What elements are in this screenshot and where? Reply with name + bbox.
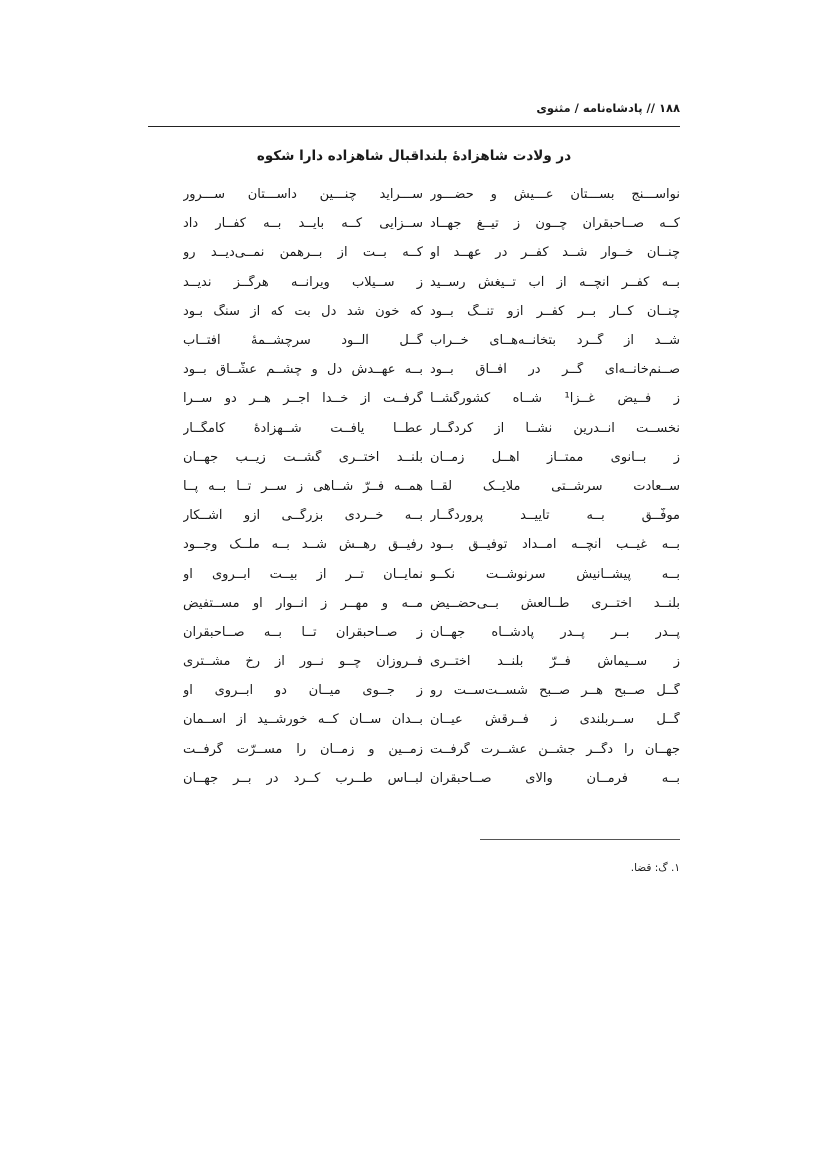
hemistich-right: جهــان را دگــر جشــن عشــرت گرفــت bbox=[430, 741, 680, 757]
hemistich-left: ســـراید چنـــین داســـتان ســـرور bbox=[183, 187, 423, 203]
footnote-rule bbox=[480, 839, 680, 840]
hemistich-left: بلنــد اختــری گشــت زیــب جهــان bbox=[183, 449, 423, 465]
couplet bbox=[148, 676, 680, 705]
hemistich-right: بــه غیــب آنچــه امــداد توفیــق بــود bbox=[430, 537, 680, 553]
hemistich-right: ســعادت سرشــتی ملایــک لقــا bbox=[430, 478, 680, 494]
hemistich-left: زمــین و زمــان را مســرّت گرفــت bbox=[183, 741, 423, 757]
couplet bbox=[148, 764, 680, 793]
hemistich-right: نواســـنج بســـتان عـــیش و حضـــور bbox=[430, 187, 680, 203]
hemistich-left: بــدان ســان کــه خورشــید از آســمان bbox=[183, 712, 423, 728]
hemistich-left: ز صــاحبقران تــا بــه صــاحبقران bbox=[183, 624, 423, 640]
hemistich-left: که خون شد دل بت که از سنگ بـود bbox=[183, 303, 423, 319]
hemistich-right: نخســت انــدرین نشــأ از کردگــار bbox=[430, 420, 680, 436]
couplet bbox=[148, 268, 680, 297]
couplet bbox=[148, 647, 680, 676]
hemistich-right: گــل صــبح هــر صــبح شســت‌ســت رو bbox=[430, 683, 680, 699]
hemistich-right: گــل ســربلندی ز فــرقش عیــان bbox=[430, 712, 680, 728]
couplet bbox=[148, 589, 680, 618]
couplet bbox=[148, 384, 680, 413]
footnote: ۱. گ: قضا. bbox=[630, 862, 680, 874]
hemistich-right: شــد از گــرد بتخانــه‌هــای خــراب bbox=[430, 333, 680, 349]
couplet bbox=[148, 209, 680, 238]
hemistich-right: بــه فرمــان والای صــاحبقران bbox=[430, 770, 680, 786]
hemistich-left: ز جــوی میــان دو ابــروی او bbox=[183, 683, 423, 699]
hemistich-right: پــدر بــر پــدر پادشــاه جهــان bbox=[430, 624, 680, 640]
couplet bbox=[148, 414, 680, 443]
couplet bbox=[148, 735, 680, 764]
running-header: ۱۸۸ // پادشاه‌نامه / مثنوی bbox=[536, 101, 680, 115]
couplet bbox=[148, 443, 680, 472]
poem bbox=[148, 180, 680, 793]
hemistich-left: لبــاس طــرب کــرد در بــر جهــان bbox=[183, 770, 423, 786]
couplet bbox=[148, 326, 680, 355]
couplet bbox=[148, 618, 680, 647]
couplet bbox=[148, 559, 680, 588]
hemistich-left: عطــا یافــت شــهزادهٔ کامگــار bbox=[183, 420, 423, 436]
hemistich-left: مــه و مهــر ز انــوار او مســتفیض bbox=[183, 595, 423, 611]
hemistich-right: کــه صــاحبقران چــون ز تیــغ جهــاد bbox=[430, 216, 680, 232]
hemistich-left: بــه خــردی بزرگــی ازو آشــکار bbox=[183, 508, 423, 524]
couplet bbox=[148, 472, 680, 501]
hemistich-left: ســزایی کــه بایــد بــه کفــار داد bbox=[183, 216, 423, 232]
hemistich-left: فــروزان چــو نــور از رخ مشــتری bbox=[183, 654, 423, 670]
couplet bbox=[148, 355, 680, 384]
hemistich-right: بلنــد اختــری طــالعش بــی‌حضــیض bbox=[430, 595, 680, 611]
couplet bbox=[148, 501, 680, 530]
couplet bbox=[148, 180, 680, 209]
couplet bbox=[148, 705, 680, 734]
couplet bbox=[148, 530, 680, 559]
hemistich-right: ز بــانوی ممتــاز اهــل زمــان bbox=[430, 449, 680, 465]
hemistich-right: بــه کفــر آنچــه از آب تــیغش رســید bbox=[430, 274, 680, 290]
hemistich-left: رفیــق رهــش شــد بــه ملــک وجــود bbox=[183, 537, 423, 553]
hemistich-left: کــه بــت از بــرهمن نمــی‌دیــد رو bbox=[183, 245, 423, 261]
couplet bbox=[148, 238, 680, 267]
hemistich-left: بــه عهــدش دل و چشــم عشّــاق بــود bbox=[183, 362, 423, 378]
hemistich-left: گرفــت از خــدا اجــر هــر دو ســرا bbox=[183, 391, 423, 407]
hemistich-left: گــل آلــود سرچشــمهٔ آفتــاب bbox=[183, 333, 423, 349]
hemistich-right: چنــان کــار بــر کفــر ازو تنــگ بــود bbox=[430, 303, 680, 319]
hemistich-right: ز فــیض غــزا¹ شــاه کشورگشــا bbox=[430, 391, 680, 407]
hemistich-right: بــه پیشــانیش سرنوشــت نکــو bbox=[430, 566, 680, 582]
hemistich-right: چنــان خــوار شــد کفــر در عهــد او bbox=[430, 245, 680, 261]
header-rule bbox=[148, 126, 680, 127]
couplet bbox=[148, 297, 680, 326]
hemistich-left: نمایــان تــر از بیــت ابــروی او bbox=[183, 566, 423, 582]
hemistich-left: ز ســیلاب ویرانــه هرگــز ندیــد bbox=[183, 274, 423, 290]
hemistich-right: موفّــق بــه تاییــد پروردگــار bbox=[430, 508, 680, 524]
section-title: در ولادت شاهزادهٔ بلنداقبال شاهزاده دارا شکوه bbox=[256, 148, 572, 164]
hemistich-right: ز ســیماش فــرّ بلنــد اختــری bbox=[430, 654, 680, 670]
hemistich-right: صــنم‌خانــه‌ای گــر در آفــاق بــود bbox=[430, 362, 680, 378]
hemistich-left: همــه فــرّ شــاهی ز ســر تــا بــه پــا bbox=[183, 478, 423, 494]
